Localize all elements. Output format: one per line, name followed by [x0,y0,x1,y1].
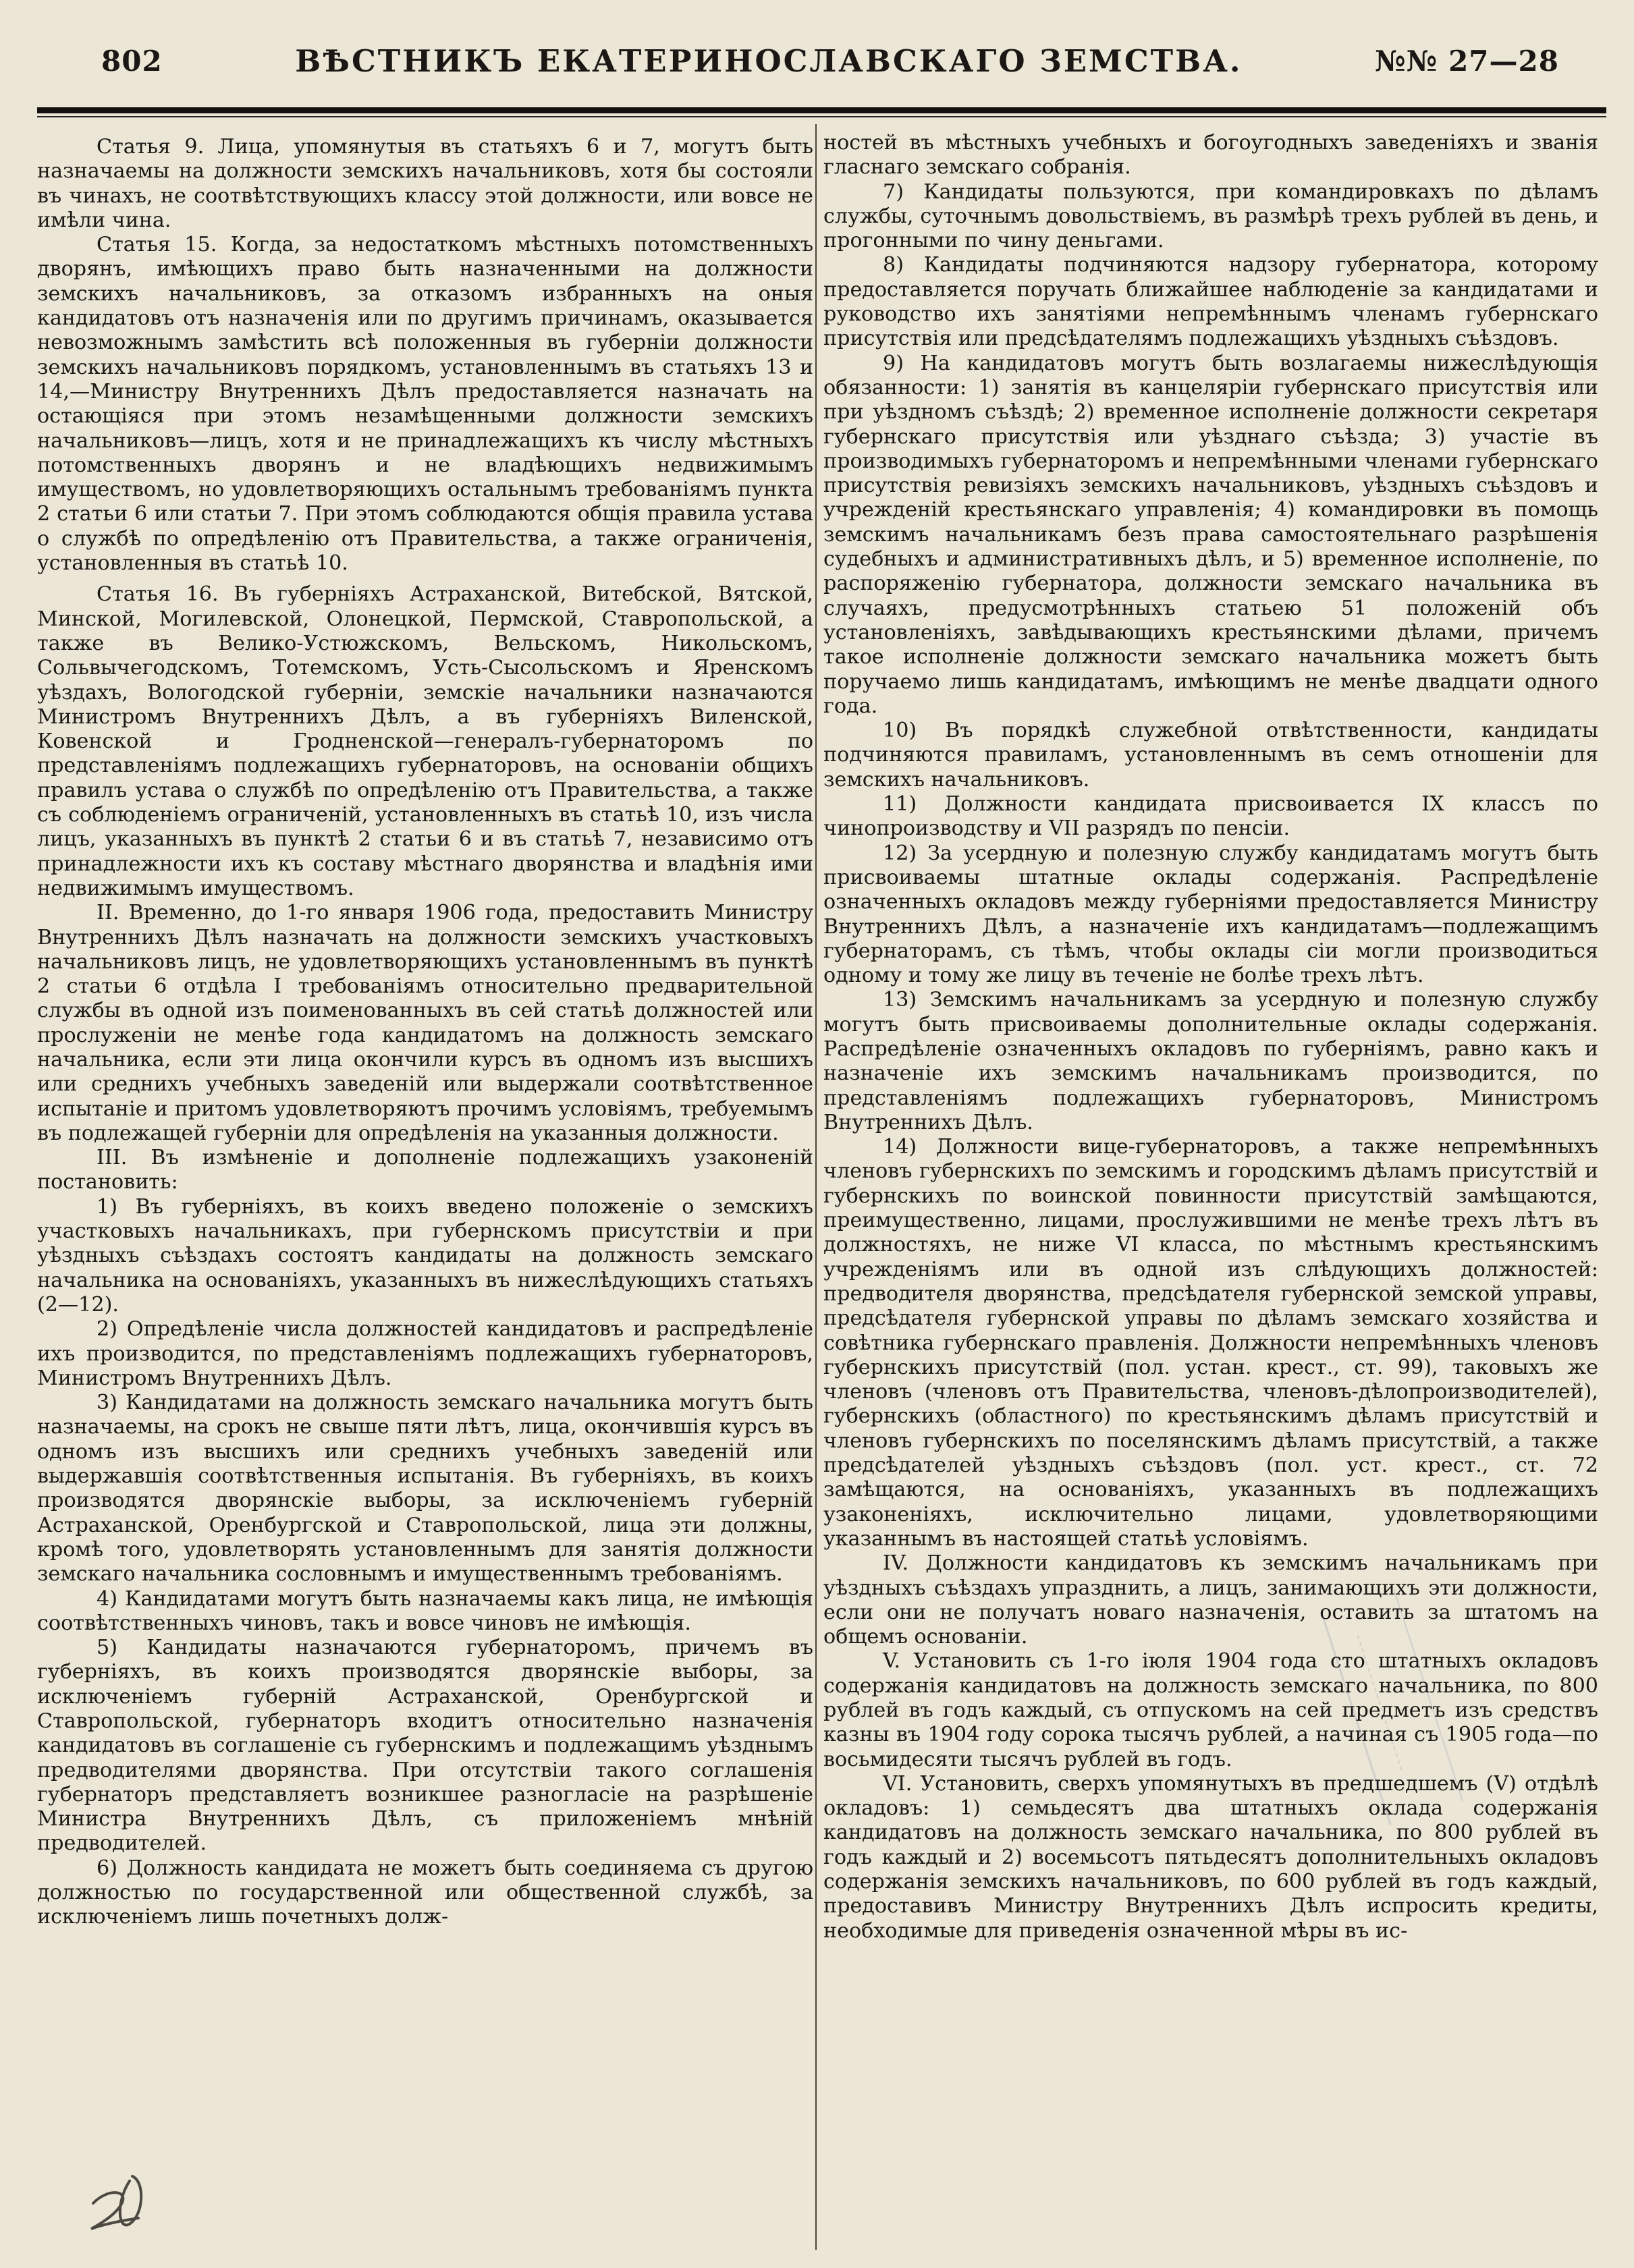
page-number: 802 [101,44,163,78]
clause-7-paragraph: 7) Кандидаты пользуются, при командировкахъ по дѣламъ службы, суточнымъ довольствіемъ, въ размѣрѣ трехъ рублей въ день, и прогонными по чину деньгами. [823,179,1598,253]
article-16-paragraph: Статья 16. Въ губерніяхъ Астраханской, Витебской, Вятской, Минской, Могилевской, Олонецкой, Пермской, Ставропольской, а также въ Велико-Устюжскомъ, Вельскомъ, Никольскомъ, Сольвычегодскомъ, Тотемскомъ, Усть-Сысольскомъ и Яренскомъ уѣздахъ, Вологодской губерніи, земскіе начальники назначаются Министромъ Внутреннихъ Дѣлъ, а въ губерніяхъ Виленской, Ковенской и Гродненской—генералъ-губернаторомъ по представленіямъ подлежащихъ губернаторовъ, на основаніи общихъ правилъ устава о службѣ по опредѣленію отъ Правительства, а также съ соблюденіемъ ограниченій, установленныхъ въ статьѣ 10, изъ числа лицъ, указанныхъ въ пунктѣ 2 статьи 6 и въ статьѣ 7, независимо отъ принадлежности ихъ къ составу мѣстнаго дворянства и владѣнія ими недвижимымъ имуществомъ. [37,582,813,900]
section-v-paragraph: V. Установить съ 1-го іюля 1904 года сто штатныхъ окладовъ содержанія кандидатовъ на должность земскаго начальника, по 800 рублей въ годъ каждый, съ отпускомъ на сей предметъ изъ средствъ казны въ 1904 году сорока тысячъ рублей, а начиная съ 1905 года—по восьмидесяти тысячъ рублей въ годъ. [823,1649,1598,1771]
article-9-paragraph: Статья 9. Лица, упомянутыя въ статьяхъ 6 и 7, могутъ быть назначаемы на должности земскихъ начальниковъ, хотя бы состояли въ чинахъ, не соотвѣтствующихъ классу этой должности, или вовсе не имѣли чина. [37,135,813,232]
column-divider [815,124,817,2250]
clause-13-paragraph: 13) Земскимъ начальникамъ за усердную и полезную службу могутъ быть присвоиваемы дополнительные оклады содержанія. Распредѣленіе означенныхъ окладовъ по губерніямъ, равно какъ и назначеніе ихъ земскимъ начальникамъ производится, по представленіямъ подлежащихъ губернаторовъ, Министромъ Внутреннихъ Дѣлъ. [823,988,1598,1134]
header-thin-rule [37,116,1606,117]
pencil-mark [85,2164,151,2235]
section-vi-paragraph: VI. Установить, сверхъ упомянутыхъ въ предшедшемъ (V) отдѣлѣ окладовъ: 1) семьдесятъ два штатныхъ оклада содержанія кандидатовъ на должность земскаго начальника, по 800 рублей въ годъ каждый и 2) восемьсотъ пятьдесятъ дополнительныхъ окладовъ содержанія земскихъ начальниковъ, по 600 рублей въ годъ каждый, предоставивъ Министру Внутреннихъ Дѣлъ испросить кредиты, необходимые для приведенія означенной мѣры въ ис- [823,1771,1598,1943]
clause-2-paragraph: 2) Опредѣленіе числа должностей кандидатовъ и распредѣленіе ихъ производится, по представленіямъ подлежащихъ губернаторовъ, Министромъ Внутреннихъ Дѣлъ. [37,1317,813,1390]
section-ii-paragraph: II. Временно, до 1-го января 1906 года, предоставить Министру Внутреннихъ Дѣлъ назначать на должности земскихъ участковыхъ начальниковъ лицъ, не удовлетворяющихъ установленнымъ въ пунктѣ 2 статьи 6 отдѣла I требованіямъ относительно предварительной службы въ одной изъ поименованныхъ въ сей статьѣ должностей или прослуженіи не менѣе года кандидатомъ на должность земскаго начальника, если эти лица окончили курсъ въ одномъ изъ высшихъ или среднихъ учебныхъ заведеній или выдержали соотвѣтственное испытаніе и притомъ удовлетворяютъ прочимъ условіямъ, требуемымъ въ подлежащей губерніи для опредѣленія на указанныя должности. [37,901,813,1145]
journal-title: ВѢСТНИКЪ ЕКАТЕРИНОСЛАВСКАГО ЗЕМСТВА. [295,43,1243,79]
clause-14-paragraph: 14) Должности вице-губернаторовъ, а также непремѣнныхъ членовъ губернскихъ по земскимъ и городскимъ дѣламъ присутствій и губернскихъ по воинской повинности присутствій замѣщаются, преимущественно, лицами, прослужившими не менѣе трехъ лѣтъ въ должностяхъ, не ниже VI класса, по мѣстнымъ крестьянскимъ учрежденіямъ или въ одной изъ слѣдующихъ должностей: предводителя дворянства, предсѣдателя губернской земской управы, предсѣдателя губернской управы по дѣламъ земскаго хозяйства и совѣтника губернскаго правленія. Должности непремѣнныхъ членовъ губернскихъ присутствій (пол. устан. крест., ст. 99), таковыхъ же членовъ (членовъ отъ Правительства, членовъ-дѣлопроизводителей), губернскихъ (областного) по крестьянскимъ дѣламъ присутствій и членовъ губернскихъ по поселянскимъ дѣламъ присутствій, а также предсѣдателей уѣздныхъ съѣздовъ (пол. уст. крест., ст. 72 замѣщаются, на основаніяхъ, указанныхъ въ подлежащихъ узаконеніяхъ, исключительно лицами, удовлетворяющими указаннымъ въ настоящей статьѣ условіямъ. [823,1135,1598,1551]
section-iv-paragraph: IV. Должности кандидатовъ къ земскимъ начальникамъ при уѣздныхъ съѣздахъ упразднить, а лицъ, занимающихъ эти должности, если они не получатъ новаго назначенія, оставить за штатомъ на общемъ основаніи. [823,1551,1598,1649]
issue-number: №№ 27—28 [1375,44,1559,78]
clause-8-paragraph: 8) Кандидаты подчиняются надзору губернатора, которому предоставляется поручать ближайшее наблюденіе за кандидатами и руководство ихъ занятіями непремѣннымъ членамъ губернскаго присутствія или предсѣдателямъ подлежащихъ уѣздныхъ съѣздовъ. [823,253,1598,351]
right-text-column [823,131,1598,2243]
clause-4-paragraph: 4) Кандидатами могутъ быть назначаемы какъ лица, не имѣющія соотвѣтственныхъ чиновъ, такъ и вовсе чиновъ не имѣющія. [37,1586,813,1635]
page-header [101,37,1559,84]
clause-11-paragraph: 11) Должности кандидата присвоивается IX классъ по чинопроизводству и VII разрядъ по пенсіи. [823,792,1598,841]
clause-12-paragraph: 12) За усердную и полезную службу кандидатамъ могутъ быть присвоиваемы штатные оклады содержанія. Распредѣленіе означенныхъ окладовъ между губерніями предоставляется Министру Внутреннихъ Дѣлъ, а назначеніе ихъ кандидатамъ—подлежащимъ губернаторамъ, съ тѣмъ, чтобы оклады сіи могли производиться одному и тому же лицу въ теченіе не болѣе трехъ лѣтъ. [823,841,1598,988]
header-thick-rule [37,107,1606,113]
clause-1-paragraph: 1) Въ губерніяхъ, въ коихъ введено положеніе о земскихъ участковыхъ начальникахъ, при губернскомъ присутствіи и при уѣздныхъ съѣздахъ состоятъ кандидаты на должность земскаго начальника на основаніяхъ, указанныхъ въ нижеслѣдующихъ статьяхъ (2—12). [37,1194,813,1317]
clause-10-paragraph: 10) Въ порядкѣ служебной отвѣтственности, кандидаты подчиняются правиламъ, установленнымъ въ семъ отношеніи для земскихъ начальниковъ. [823,719,1598,792]
left-text-column [37,135,813,2247]
clause-6-paragraph: 6) Должность кандидата не можетъ быть соединяема съ другою должностью по государственной или общественной службѣ, за исключеніемъ лишь почетныхъ долж- [37,1856,813,1929]
clause-3-paragraph: 3) Кандидатами на должность земскаго начальника могутъ быть назначаемы, на срокъ не свыше пяти лѣтъ, лица, окончившія курсъ въ одномъ изъ высшихъ или среднихъ учебныхъ заведеній или выдержавшія соотвѣтственныя испытанія. Въ губерніяхъ, въ коихъ производятся дворянскіе выборы, за исключеніемъ губерній Астраханской, Оренбургской и Ставропольской, лица эти должны, кромѣ того, удовлетворять установленнымъ для занятія должности земскаго начальника сословнымъ и имущественнымъ требованіямъ. [37,1391,813,1586]
continued-paragraph: ностей въ мѣстныхъ учебныхъ и богоугодныхъ заведеніяхъ и званія гласнаго земскаго собранія. [823,131,1598,179]
section-iii-heading-paragraph: III. Въ измѣненіе и дополненіе подлежащихъ узаконеній постановить: [37,1146,813,1194]
article-15-paragraph: Статья 15. Когда, за недостаткомъ мѣстныхъ потомственныхъ дворянъ, имѣющихъ право быть назначенными на должности земскихъ начальниковъ, за отказомъ избранныхъ на оныя кандидатовъ отъ назначенія или по другимъ причинамъ, оказывается невозможнымъ замѣстить всѣ положенныя въ губерніи должности земскихъ начальниковъ порядкомъ, установленнымъ въ статьяхъ 13 и 14,—Министру Внутреннихъ Дѣлъ предоставляется назначать на остающіяся при этомъ незамѣщенными должности земскихъ начальниковъ—лицъ, хотя и не принадлежащихъ къ числу мѣстныхъ потомственныхъ дворянъ и не владѣющихъ недвижимымъ имуществомъ, но удовлетворяющихъ остальнымъ требованіямъ пункта 2 статьи 6 или статьи 7. При этомъ соблюдаются общія правила устава о службѣ по опредѣленію отъ Правительства, а также ограниченія, установленныя въ статьѣ 10. [37,233,813,576]
clause-5-paragraph: 5) Кандидаты назначаются губернаторомъ, причемъ въ губерніяхъ, въ коихъ производятся дворянскіе выборы, за исключеніемъ губерній Астраханской, Оренбургской и Ставропольской, губернаторъ входитъ относительно назначенія кандидатовъ въ соглашеніе съ губернскимъ и подлежащимъ уѣзднымъ предводителями дворянства. При отсутствіи такого соглашенія губернаторъ представляетъ возникшее разногласіе на разрѣшеніе Министра Внутреннихъ Дѣлъ, съ приложеніемъ мнѣній предводителей. [37,1636,813,1856]
clause-9-paragraph: 9) На кандидатовъ могутъ быть возлагаемы нижеслѣдующія обязанности: 1) занятія въ канцеляріи губернскаго присутствія или при уѣздномъ съѣздѣ; 2) временное исполненіе должности секретаря губернскаго присутствія или уѣзднаго съѣзда; 3) участіе въ производимыхъ губернаторомъ и непремѣнными членами губернскаго присутствія ревизіяхъ земскихъ начальниковъ, уѣздныхъ съѣздовъ и учрежденій крестьянскаго управленія; 4) командировки въ помощь земскимъ начальникамъ безъ права самостоятельнаго разрѣшенія судебныхъ и административныхъ дѣлъ, и 5) временное исполненіе, по распоряженію губернатора, должности земскаго начальника въ случаяхъ, предусмотрѣнныхъ статьею 51 положеній объ установленіяхъ, завѣдывающихъ крестьянскими дѣлами, причемъ такое исполненіе должности земскаго начальника можетъ быть поручаемо лишь кандидатамъ, имѣющимъ не менѣе двадцати одного года. [823,351,1598,718]
